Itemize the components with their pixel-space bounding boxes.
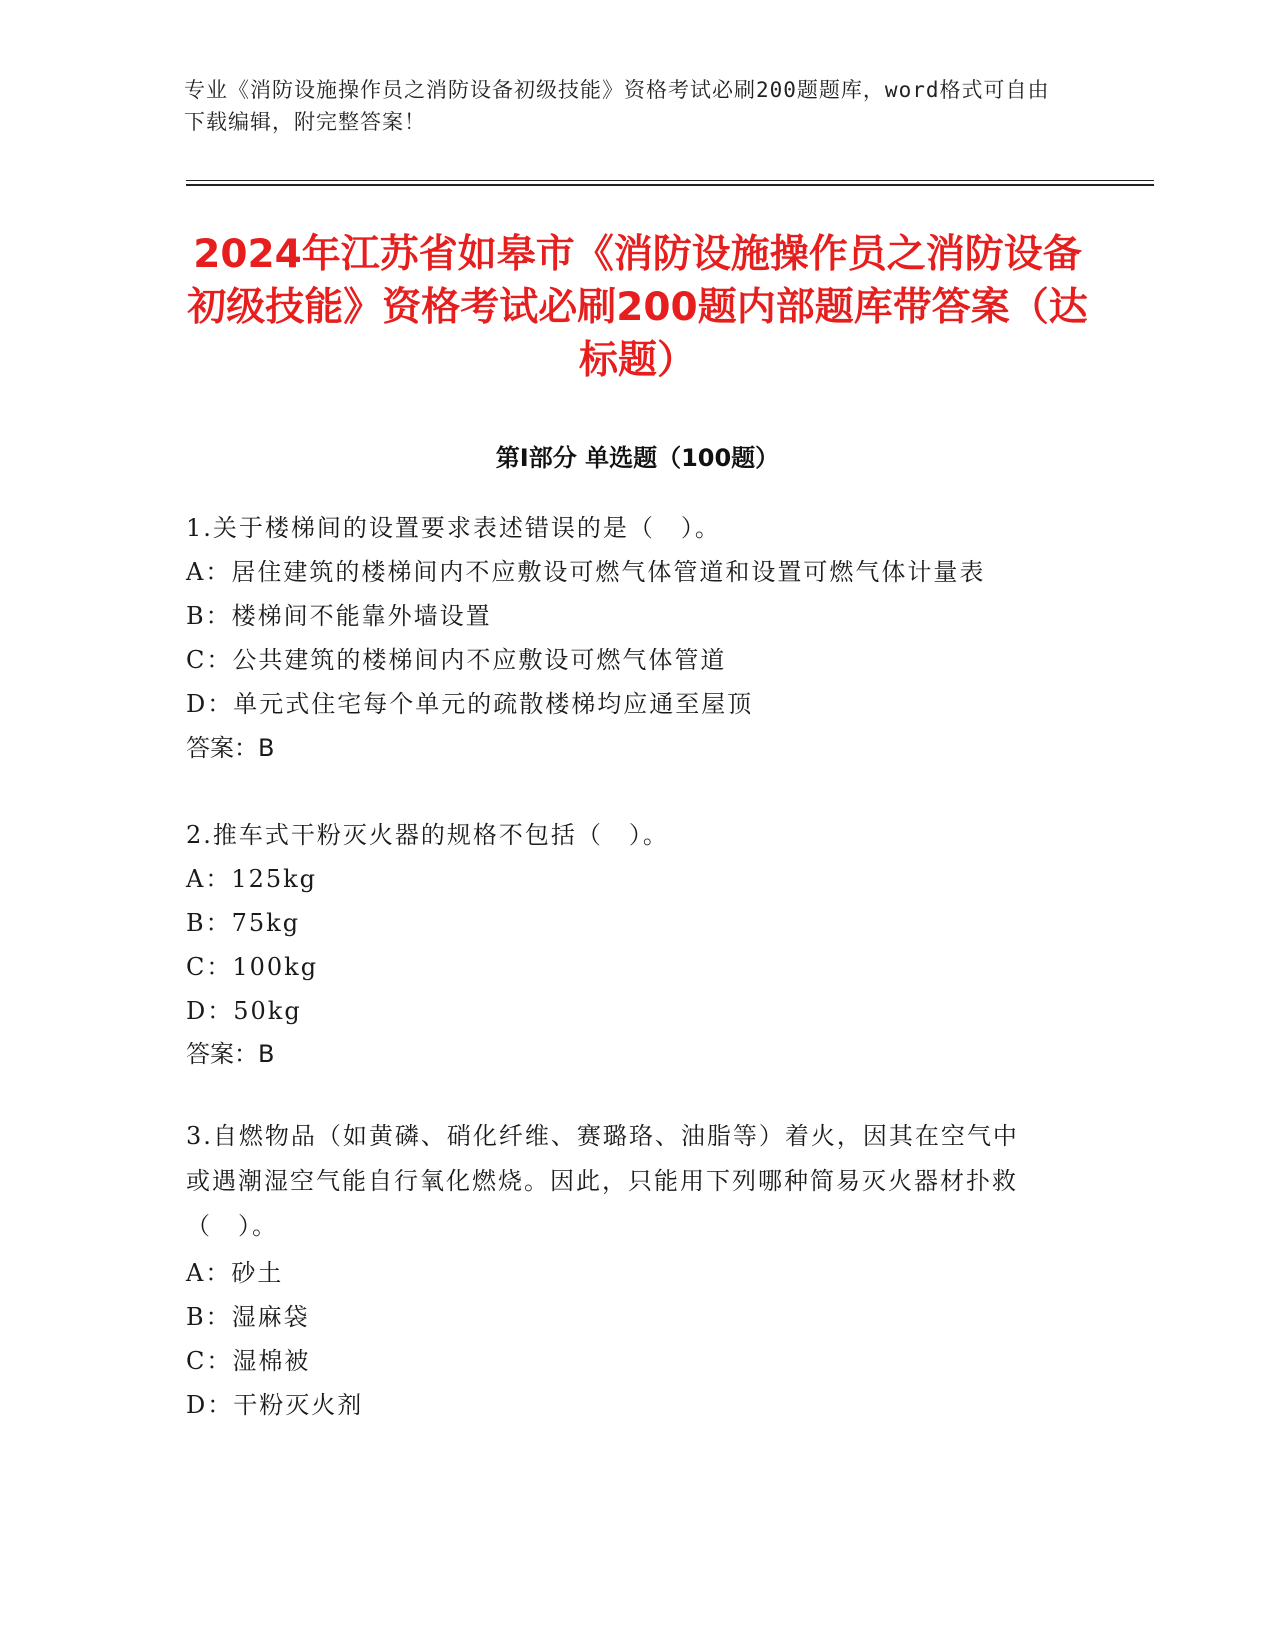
- question-1-stem: 1.关于楼梯间的设置要求表述错误的是（ ）。: [186, 514, 721, 542]
- question-3-option-b: B：湿麻袋: [186, 1303, 310, 1331]
- document-title: 2024年江苏省如皋市《消防设施操作员之消防设备初级技能》资格考试必刷200题内部题库带答案（达标题）: [187, 232, 1088, 383]
- question-3-option-c: C：湿棉被: [186, 1347, 311, 1375]
- question-3-option-a: A：砂土: [186, 1259, 284, 1287]
- question-1-option-a: A：居住建筑的楼梯间内不应敷设可燃气体管道和设置可燃气体计量表: [186, 558, 986, 586]
- question-2-option-a: A：125kg: [186, 865, 318, 893]
- header-divider-thin: [186, 180, 1154, 181]
- header-note: 专业《消防设施操作员之消防设备初级技能》资格考试必刷200题题库，word格式可自由下载编辑，附完整答案！: [184, 78, 1050, 134]
- question-1-answer: 答案：B: [186, 734, 275, 762]
- question-3-stem: 3.自燃物品（如黄磷、硝化纤维、赛璐珞、油脂等）着火，因其在空气中或遇潮湿空气能自行氧化燃烧。因此，只能用下列哪种简易灭火器材扑救（ ）。: [186, 1122, 1019, 1240]
- header-divider-thick: [186, 184, 1154, 186]
- question-2-answer: 答案：B: [186, 1040, 275, 1068]
- question-2-stem: 2.推车式干粉灭火器的规格不包括（ ）。: [186, 821, 669, 849]
- question-1-option-b: B：楼梯间不能靠外墙设置: [186, 602, 492, 630]
- question-3-option-d: D：干粉灭火剂: [186, 1391, 364, 1419]
- question-2-option-c: C：100kg: [186, 953, 319, 981]
- question-1-option-d: D：单元式住宅每个单元的疏散楼梯均应通至屋顶: [186, 690, 754, 718]
- question-2-option-d: D：50kg: [186, 997, 302, 1025]
- question-1-option-c: C：公共建筑的楼梯间内不应敷设可燃气体管道: [186, 646, 727, 674]
- question-2-option-b: B：75kg: [186, 909, 301, 937]
- section-heading: 第Ⅰ部分 单选题（100题）: [495, 444, 780, 472]
